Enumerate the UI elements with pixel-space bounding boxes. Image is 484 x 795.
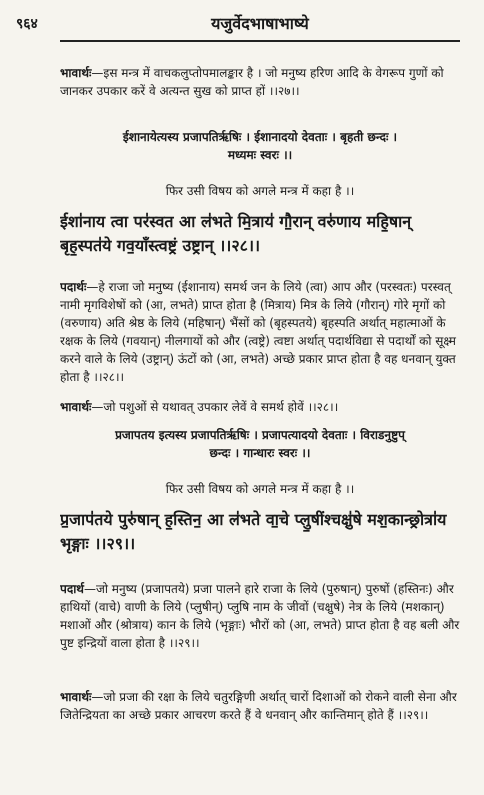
meta-line-28-b: मध्यमः स्वरः ।। [227,148,293,162]
meta-line-29-a: प्रजापतय इत्यस्य प्रजापतिर्ऋषिः । प्रजापत्यादयो देवताः । विराडनुष्टुप् [115,428,405,442]
bhavarth-label: भावार्थः [60,690,92,704]
bhavarth-label: भावार्थः [60,400,92,414]
page-header [16,8,460,33]
bhavarth-28 [60,398,460,416]
header-rule [60,40,460,42]
intro-line-28: फिर उसी विषय को अगले मन्त्र में कहा है ।। [165,184,355,198]
padarth-label: पदार्थः [60,280,87,294]
bhavarth-text: —जो प्रजा की रक्षा के लिये चतुरङ्गिणी अर्थात् चारों दिशाओं को रोकने वाली सेना और जितेन्द्रियता का अच्छे प्रकार आचरण करते हैं वे धनवान् और कान्तिमान् होते हैं ।।२९।। [60,690,457,722]
mantra-28: ईशा॑नाय त्वा पर॑स्वत आ ल॑भते मि॒त्राय॑ गौ॒रान् वरु॑णाय महि॒षान् बृह॒स्पत॑ये गव॒याँस्त्वष्ट्रं उष्ट्रान् ।।२८।। [60,212,412,255]
bhavarth-label: भावार्थः [60,66,92,80]
mantra-29: प्र॒जाप॑तये पुरु॑षान् ह॒स्तिन॒ आ ल॑भते वा॒चे प्लु॒षींश्चक्षु॑षे मश॒कान्छ्रोत्रा॑य भृङ्गाः ।।२९।। [60,510,447,553]
padarth-29 [60,580,460,670]
meta-line-29-b: छन्दः । गान्धारः स्वरः ।। [209,446,311,460]
padarth-label: पदार्थ [60,582,84,596]
intro-line-29: फिर उसी विषय को अगले मन्त्र में कहा है ।। [165,482,355,496]
page-number: ९६४ [16,16,38,32]
padarth-text: —हे राजा जो मनुष्य (ईशानाय) समर्थ जन के लिये (त्वा) आप और (परस्वतः) परस्वत् नामी मृगविशेषों को (आ, लभते) प्राप्त होता है (मित्राय) मित्र के लिये (गौरान्) गोरे मृगों को (वरुणाय) अति श्रेष्ठ के लिये (महिषान्) भैंसों को (बृहस्पतये) बृहस्पति अर्थात् महात्माओं के रक्षक के लिये (गवयान्) नीलगायों को और (त्वष्ट्रे) त्वष्टा अर्थात् पदार्थविद्या से पदार्थों को सूक्ष्म करने वाले के लिये (उष्ट्रान्) ऊंटों को (आ, लभते) अच्छे प्रकार प्राप्त होता है वह धनवान् युक्त होता है ।।२८।। [60,280,456,384]
padarth-text: —जो मनुष्य (प्रजापतये) प्रजा पालने हारे राजा के लिये (पुरुषान्) पुरुषों (हस्तिनः) और हाथियों (वाचे) वाणी के लिये (प्लुषीन्) प्लुषि नाम के जीवों (चक्षुषे) नेत्र के लिये (मशकान्) मशाओं और (श्रोत्राय) कान के लिये (भृङ्गाः) भौरों को (आ, लभते) प्राप्त होता है वह बली और पुष्ट इन्द्रियों वाला होता है ।।२९।। [60,582,460,650]
bhavarth-27 [60,64,460,118]
bhavarth-29 [60,688,460,760]
bhavarth-text: —इस मन्त्र में वाचकलुप्तोपमालङ्कार है । जो मनुष्य हरिण आदि के वेगरूप गुणों को जानकर उपकार करें वे अत्यन्त सुख को प्राप्त हों ।।२७।। [60,66,444,98]
running-title: यजुर्वेदभाषाभाष्ये [211,14,309,33]
padarth-28 [60,278,460,386]
meta-line-28-a: ईशानायेत्यस्य प्रजापतिर्ऋषिः । ईशानादयो देवताः । बृहती छन्दः । [122,130,398,144]
bhavarth-text: —जो पशुओं से यथावत् उपकार लेवें वे समर्थ होवें ।।२८।। [91,400,339,414]
